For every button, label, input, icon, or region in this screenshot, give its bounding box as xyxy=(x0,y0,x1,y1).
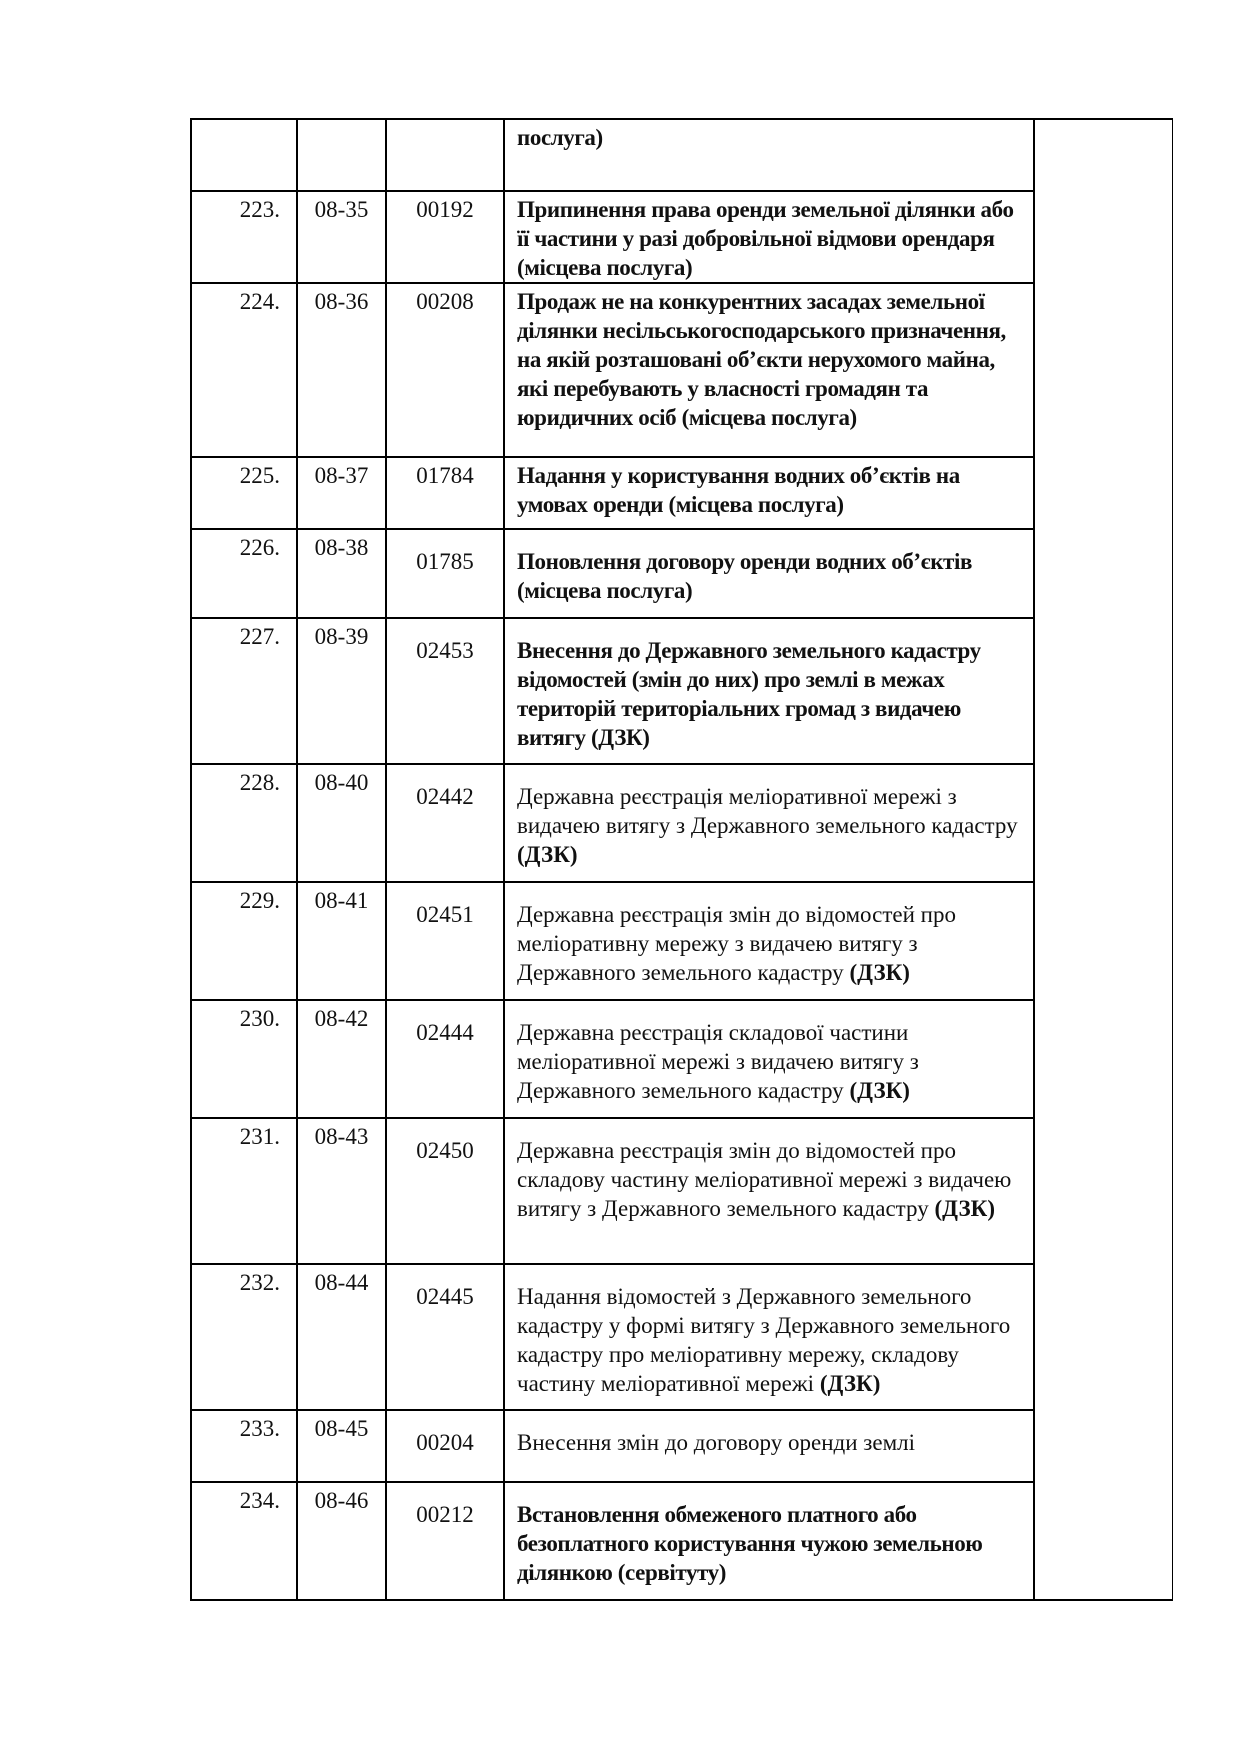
service-code-cell xyxy=(297,1264,386,1410)
service-id: 02445 xyxy=(416,1284,474,1309)
service-name-cell xyxy=(504,618,1034,764)
service-name-cell xyxy=(504,191,1034,283)
registry-abbreviation: (ДЗК) xyxy=(843,1078,910,1103)
service-name: Припинення права оренди земельної ділянки або її частини у разі добровільної відмови орендаря (місцева послуга) xyxy=(517,197,1014,280)
notes-cell xyxy=(1034,283,1172,457)
service-id-cell xyxy=(386,191,504,283)
service-name-cell xyxy=(504,457,1034,529)
service-name-cell xyxy=(504,1000,1034,1118)
services-table xyxy=(190,118,1173,1601)
service-id-cell xyxy=(386,1410,504,1482)
row-number-cell xyxy=(191,1000,297,1118)
service-code-cell xyxy=(297,1482,386,1600)
service-id: 00192 xyxy=(416,197,474,222)
row-number: 229. xyxy=(239,888,280,913)
service-code: 08-45 xyxy=(314,1416,369,1441)
service-name-cell xyxy=(504,529,1034,618)
service-code: 08-35 xyxy=(314,197,369,222)
service-id-cell xyxy=(386,1000,504,1118)
row-number-cell xyxy=(191,618,297,764)
row-number: 232. xyxy=(239,1270,280,1295)
notes-cell xyxy=(1034,1000,1172,1118)
notes-cell xyxy=(1034,1482,1172,1600)
service-name-cell xyxy=(504,1482,1034,1600)
service-code-cell xyxy=(297,882,386,1000)
row-number-cell xyxy=(191,1482,297,1600)
service-name-cell xyxy=(504,1264,1034,1410)
service-name: Надання у користування водних об’єктів на умовах оренди (місцева послуга) xyxy=(517,463,960,517)
notes-cell xyxy=(1034,1410,1172,1482)
service-name: послуга) xyxy=(517,125,603,150)
service-id: 01784 xyxy=(416,463,474,488)
service-code-cell xyxy=(297,618,386,764)
service-id-cell xyxy=(386,618,504,764)
table-row xyxy=(191,457,1172,529)
service-name: Державна реєстрація складової частини меліоративної мережі з видачею витягу з Державного земельного кадастру xyxy=(517,1020,919,1103)
service-code-cell xyxy=(297,191,386,283)
service-id: 02442 xyxy=(416,784,474,809)
notes-cell xyxy=(1034,618,1172,764)
service-id-cell xyxy=(386,529,504,618)
registry-abbreviation: (ДЗК) xyxy=(928,1196,995,1221)
notes-cell xyxy=(1034,457,1172,529)
service-name-cell xyxy=(504,1118,1034,1264)
row-number-cell xyxy=(191,457,297,529)
row-number: 230. xyxy=(239,1006,280,1031)
table-row xyxy=(191,283,1172,457)
service-id: 02450 xyxy=(416,1138,474,1163)
row-number-cell xyxy=(191,1264,297,1410)
service-name-cell xyxy=(504,119,1034,191)
service-name: Державна реєстрація змін до відомостей про складову частину меліоративної мережі з видачею витягу з Державного земельного кадастру xyxy=(517,1138,1012,1221)
service-id-cell xyxy=(386,283,504,457)
row-number: 224. xyxy=(239,289,280,314)
registry-abbreviation: (ДЗК) xyxy=(517,842,578,867)
service-code: 08-43 xyxy=(314,1124,369,1149)
table-row xyxy=(191,1264,1172,1410)
row-number: 231. xyxy=(239,1124,280,1149)
table-row xyxy=(191,119,1172,191)
row-number-cell xyxy=(191,764,297,882)
service-code: 08-44 xyxy=(314,1270,369,1295)
row-number-cell xyxy=(191,119,297,191)
row-number: 225. xyxy=(239,463,280,488)
registry-abbreviation: (ДЗК) xyxy=(814,1371,881,1396)
service-name-cell xyxy=(504,1410,1034,1482)
service-code-cell xyxy=(297,457,386,529)
row-number-cell xyxy=(191,529,297,618)
service-id-cell xyxy=(386,882,504,1000)
service-id: 02453 xyxy=(416,638,474,663)
row-number-cell xyxy=(191,882,297,1000)
notes-cell xyxy=(1034,1118,1172,1264)
service-code: 08-39 xyxy=(314,624,369,649)
service-id: 02444 xyxy=(416,1020,474,1045)
row-number: 223. xyxy=(239,197,280,222)
table-row xyxy=(191,1118,1172,1264)
service-code-cell xyxy=(297,1410,386,1482)
services-table-body xyxy=(191,119,1172,1600)
table-row xyxy=(191,191,1172,283)
row-number-cell xyxy=(191,1118,297,1264)
registry-abbreviation: (ДЗК) xyxy=(843,960,910,985)
service-id: 02451 xyxy=(416,902,474,927)
service-id-cell xyxy=(386,764,504,882)
row-number-cell xyxy=(191,191,297,283)
service-code-cell xyxy=(297,764,386,882)
service-name: Продаж не на конкурентних засадах земельної ділянки несільськогосподарського призначення, на якій розташовані об’єкти нерухомого майна, які перебувають у власності громадян та юридичних осіб (місцева послуга) xyxy=(517,289,1006,430)
row-number: 228. xyxy=(239,770,280,795)
service-name-cell xyxy=(504,764,1034,882)
service-code: 08-37 xyxy=(314,463,369,488)
service-code-cell xyxy=(297,529,386,618)
service-code: 08-36 xyxy=(314,289,369,314)
service-id-cell xyxy=(386,119,504,191)
service-name: Поновлення договору оренди водних об’єктів (місцева послуга) xyxy=(517,549,972,603)
service-code-cell xyxy=(297,1000,386,1118)
service-name-cell xyxy=(504,882,1034,1000)
service-code-cell xyxy=(297,119,386,191)
service-code-cell xyxy=(297,283,386,457)
service-id: 00212 xyxy=(416,1502,474,1527)
service-code: 08-42 xyxy=(314,1006,369,1031)
service-name-cell xyxy=(504,283,1034,457)
table-row xyxy=(191,618,1172,764)
table-row xyxy=(191,1410,1172,1482)
service-name: Внесення змін до договору оренди землі xyxy=(517,1430,915,1455)
service-id: 00204 xyxy=(416,1430,474,1455)
service-name: Державна реєстрація меліоративної мережі з видачею витягу з Державного земельного кадастру xyxy=(517,784,1018,838)
row-number: 234. xyxy=(239,1488,280,1513)
row-number: 233. xyxy=(239,1416,280,1441)
row-number-cell xyxy=(191,1410,297,1482)
notes-cell xyxy=(1034,1264,1172,1410)
row-number-cell xyxy=(191,283,297,457)
table-row xyxy=(191,1000,1172,1118)
service-code: 08-40 xyxy=(314,770,369,795)
service-id-cell xyxy=(386,1118,504,1264)
notes-cell xyxy=(1034,882,1172,1000)
service-code: 08-46 xyxy=(314,1488,369,1513)
service-id-cell xyxy=(386,1482,504,1600)
table-row xyxy=(191,1482,1172,1600)
row-number: 226. xyxy=(239,535,280,560)
notes-cell xyxy=(1034,764,1172,882)
service-code: 08-38 xyxy=(314,535,369,560)
service-code-cell xyxy=(297,1118,386,1264)
service-id: 01785 xyxy=(416,549,474,574)
service-name: Встановлення обмеженого платного або безоплатного користування чужою земельною ділянкою (сервітуту) xyxy=(517,1502,983,1585)
service-name: Державна реєстрація змін до відомостей про меліоративну мережу з видачею витягу з Державного земельного кадастру xyxy=(517,902,956,985)
row-number: 227. xyxy=(239,624,280,649)
notes-cell xyxy=(1034,119,1172,191)
table-row xyxy=(191,882,1172,1000)
service-name: Внесення до Державного земельного кадастру відомостей (змін до них) про землі в межах територій територіальних громад з видачею витягу (ДЗК) xyxy=(517,638,981,750)
table-row xyxy=(191,764,1172,882)
service-id-cell xyxy=(386,1264,504,1410)
service-id-cell xyxy=(386,457,504,529)
service-name: Надання відомостей з Державного земельного кадастру у формі витягу з Державного земельного кадастру про меліоративну мережу, складову частину меліоративної мережі xyxy=(517,1284,1011,1396)
service-id: 00208 xyxy=(416,289,474,314)
service-code: 08-41 xyxy=(314,888,369,913)
table-row xyxy=(191,529,1172,618)
notes-cell xyxy=(1034,529,1172,618)
notes-cell xyxy=(1034,191,1172,283)
